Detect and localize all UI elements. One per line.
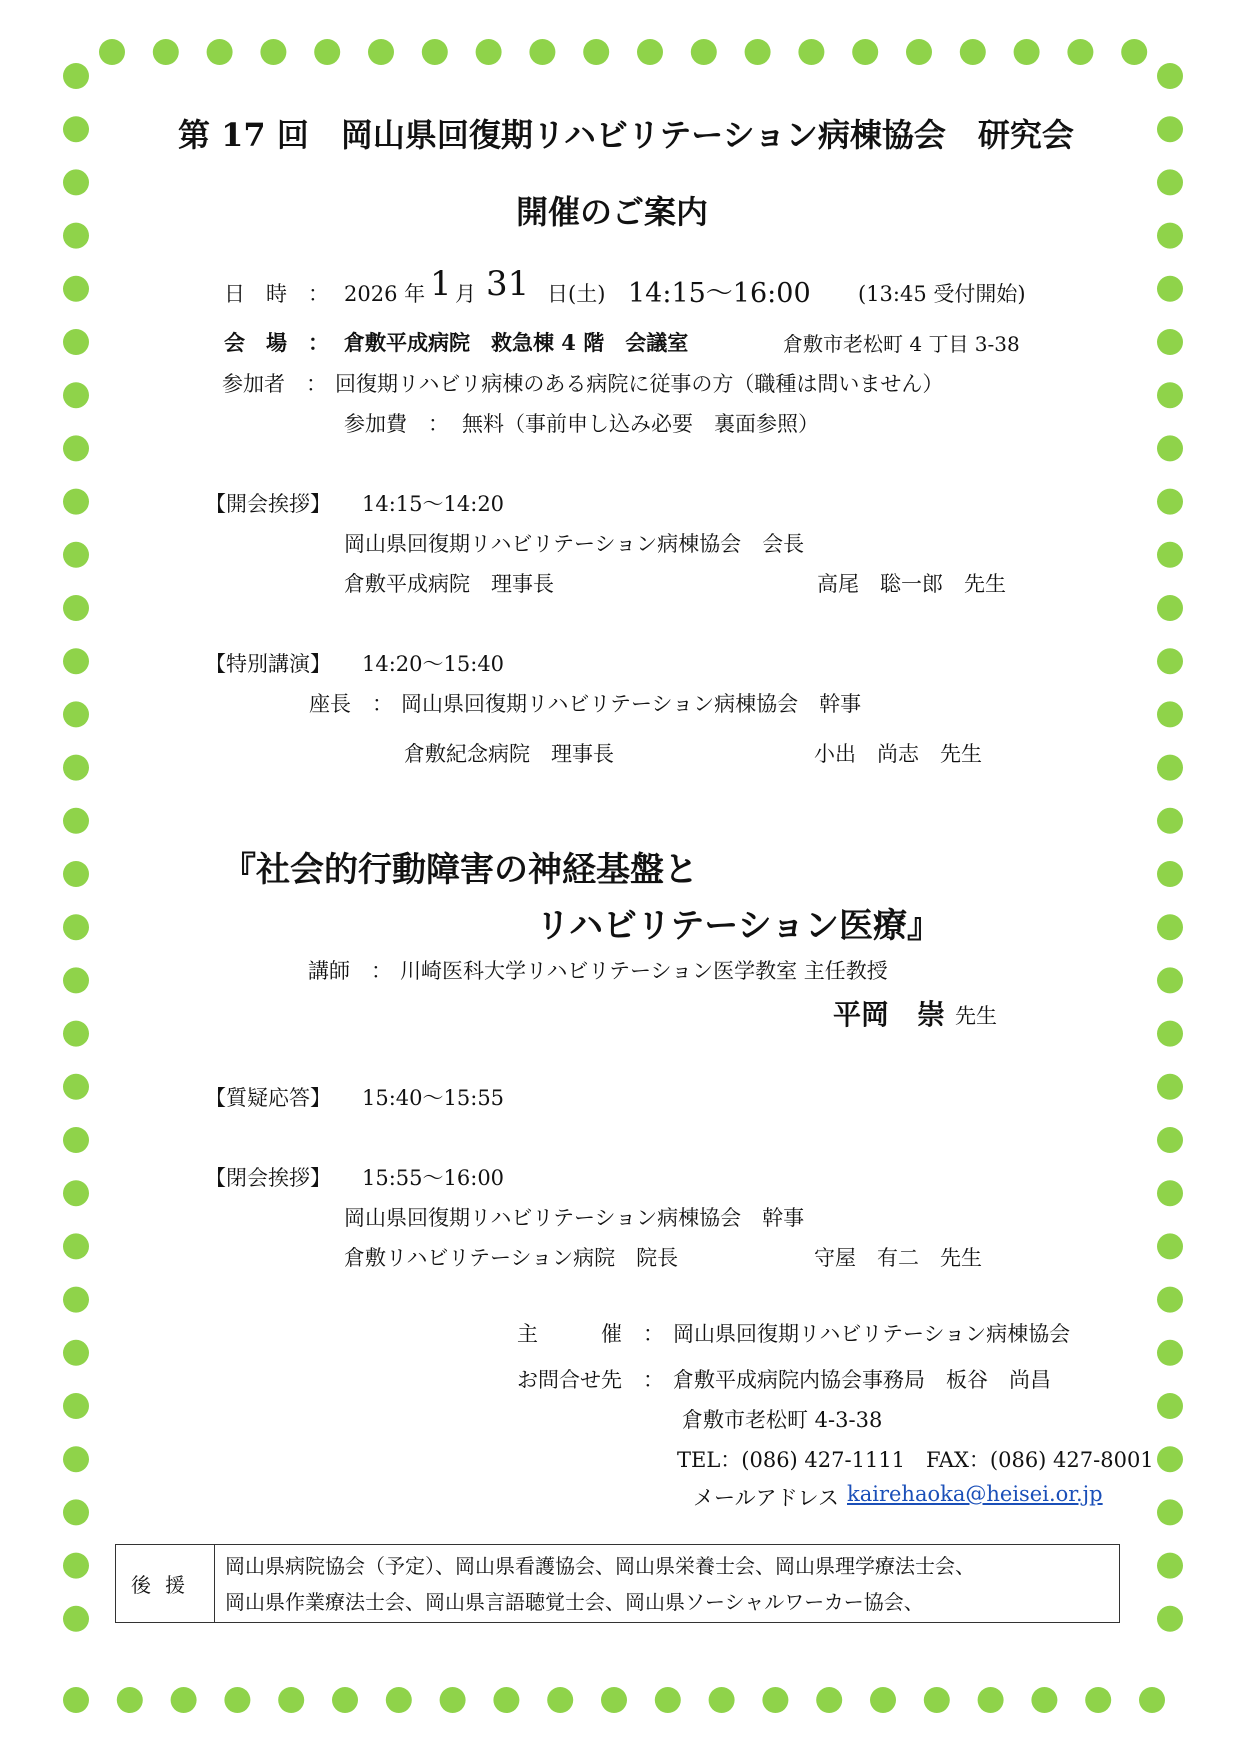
border-dot <box>63 1074 89 1100</box>
border-dot <box>1157 914 1183 940</box>
chair-org: 岡山県回復期リハビリテーション病棟協会 幹事 <box>401 692 862 716</box>
border-dot <box>816 1687 842 1713</box>
chair-affiliation: 倉敷紀念病院 理事長 <box>404 742 614 766</box>
border-dot <box>1139 1687 1165 1713</box>
lecturer-affiliation: 川崎医科大学リハビリテーション医学教室 主任教授 <box>400 959 888 983</box>
closing-heading: 【閉会挨拶】 <box>205 1166 331 1190</box>
datetime-day: 31 <box>486 264 530 304</box>
venue-address: 倉敷市老松町 4 丁目 3-38 <box>783 332 1020 356</box>
border-dot <box>960 39 986 65</box>
border-dot <box>63 489 89 515</box>
border-dot <box>368 39 394 65</box>
border-dot <box>1157 967 1183 993</box>
border-dot <box>63 169 89 195</box>
participants-value: 回復期リハビリ病棟のある病院に従事の方（職種は問いません） <box>335 372 944 396</box>
border-dot <box>63 1446 89 1472</box>
venue-name: 倉敷平成病院 救急棟 4 階 会議室 <box>344 330 689 355</box>
border-dot <box>63 701 89 727</box>
border-dot <box>476 39 502 65</box>
chair-name: 小出 尚志 先生 <box>814 742 982 766</box>
opening-time: 14:15～14:20 <box>362 492 505 516</box>
border-dot <box>63 967 89 993</box>
border-dot <box>762 1687 788 1713</box>
special-time: 14:20～15:40 <box>362 652 505 676</box>
border-dot <box>1121 39 1147 65</box>
border-dot <box>63 755 89 781</box>
border-dot <box>529 39 555 65</box>
support-table <box>115 1544 1120 1623</box>
support-label: 後援 <box>116 1545 215 1623</box>
border-dot <box>1157 861 1183 887</box>
lecturer-label: 講師 ： <box>308 959 392 983</box>
border-dot <box>63 1287 89 1313</box>
border-dot <box>440 1687 466 1713</box>
opening-affiliation: 倉敷平成病院 理事長 <box>344 572 554 596</box>
contact-address: 倉敷市老松町 4-3-38 <box>682 1408 883 1432</box>
lecturer-name: 平岡 崇 <box>833 998 946 1031</box>
border-dot <box>924 1687 950 1713</box>
page-title: 第 17 回 岡山県回復期リハビリテーション病棟協会 研究会 <box>178 116 1074 154</box>
border-dot <box>1157 1180 1183 1206</box>
opening-heading: 【開会挨拶】 <box>205 492 331 516</box>
datetime-label: 日 時 ： <box>224 282 329 306</box>
border-dot <box>1157 116 1183 142</box>
participants-label: 参加者 ： <box>222 372 327 396</box>
email-link[interactable]: kairehaoka@heisei.or.jp <box>847 1482 1103 1506</box>
border-dot <box>1157 329 1183 355</box>
border-dot <box>1157 63 1183 89</box>
organizer-value: 岡山県回復期リハビリテーション病棟協会 <box>673 1322 1071 1346</box>
lecture-title-line1: 『社会的行動障害の神経基盤と <box>222 850 698 890</box>
border-dot <box>1157 1393 1183 1419</box>
border-dot <box>63 861 89 887</box>
border-dot <box>637 39 663 65</box>
border-dot <box>493 1687 519 1713</box>
border-dot <box>386 1687 412 1713</box>
border-dot <box>1157 1233 1183 1259</box>
border-dot <box>1157 595 1183 621</box>
support-orgs-line2: 岡山県作業療法士会、岡山県言語聴覚士会、岡山県ソーシャルワーカー協会、 <box>225 1589 924 1614</box>
closing-name: 守屋 有二 先生 <box>814 1246 982 1270</box>
border-dot <box>260 39 286 65</box>
border-dot <box>1157 1606 1183 1632</box>
chair-label: 座長 ： <box>309 692 393 716</box>
datetime-day-unit: 日(土) <box>547 282 606 306</box>
border-dot <box>1157 1499 1183 1525</box>
special-heading: 【特別講演】 <box>205 652 331 676</box>
border-dot <box>1157 808 1183 834</box>
organizer-label: 主 催 ： <box>517 1322 664 1346</box>
contact-phone: TEL：(086) 427-1111 FAX：(086) 427-8001 <box>677 1448 1154 1472</box>
border-dot <box>1157 1446 1183 1472</box>
border-dot <box>63 116 89 142</box>
border-dot <box>1067 39 1093 65</box>
border-dot <box>1157 1127 1183 1153</box>
border-dot <box>314 39 340 65</box>
border-dot <box>1157 755 1183 781</box>
border-dot <box>63 1499 89 1525</box>
border-dot <box>1157 276 1183 302</box>
border-dot <box>1157 169 1183 195</box>
border-dot <box>978 1687 1004 1713</box>
border-dot <box>63 1233 89 1259</box>
border-dot <box>1157 435 1183 461</box>
border-dot <box>278 1687 304 1713</box>
border-dot <box>906 39 932 65</box>
border-dot <box>1031 1687 1057 1713</box>
border-dot <box>1157 1340 1183 1366</box>
border-dot <box>583 39 609 65</box>
border-dot <box>63 1127 89 1153</box>
datetime-reception: (13:45 受付開始) <box>858 282 1026 306</box>
border-dot <box>1157 648 1183 674</box>
fee-value: 無料（事前申し込み必要 裏面参照） <box>462 412 819 436</box>
datetime-month-unit: 月 <box>455 282 476 306</box>
datetime-month: 1 <box>430 264 452 304</box>
border-dot <box>63 223 89 249</box>
border-dot <box>1157 1074 1183 1100</box>
border-dot <box>870 1687 896 1713</box>
border-dot <box>709 1687 735 1713</box>
border-dot <box>117 1687 143 1713</box>
border-dot <box>1157 1553 1183 1579</box>
border-dot <box>1157 542 1183 568</box>
border-dot <box>63 1553 89 1579</box>
fee-label: 参加費 ： <box>344 412 449 436</box>
border-dot <box>852 39 878 65</box>
border-dot <box>1157 382 1183 408</box>
border-dot <box>63 1687 89 1713</box>
lecturer-suffix: 先生 <box>955 1004 997 1028</box>
border-dot <box>207 39 233 65</box>
border-dot <box>1085 1687 1111 1713</box>
border-dot <box>63 1021 89 1047</box>
support-orgs-line1: 岡山県病院協会（予定）、岡山県看護協会、岡山県栄養士会、岡山県理学療法士会、 <box>225 1553 975 1578</box>
border-dot <box>171 1687 197 1713</box>
border-dot <box>655 1687 681 1713</box>
border-dot <box>63 1340 89 1366</box>
border-dot <box>1157 489 1183 515</box>
border-dot <box>153 39 179 65</box>
border-dot <box>63 1606 89 1632</box>
border-dot <box>63 914 89 940</box>
lecture-title-line2: リハビリテーション医療』 <box>536 906 941 946</box>
border-dot <box>224 1687 250 1713</box>
qa-heading: 【質疑応答】 <box>205 1086 331 1110</box>
border-dot <box>63 648 89 674</box>
border-dot <box>63 542 89 568</box>
opening-name: 高尾 聡一郎 先生 <box>817 572 1006 596</box>
border-dot <box>601 1687 627 1713</box>
border-dot <box>691 39 717 65</box>
border-dot <box>332 1687 358 1713</box>
border-dot <box>1157 1021 1183 1047</box>
border-dot <box>63 276 89 302</box>
border-dot <box>63 1393 89 1419</box>
border-dot <box>1157 1287 1183 1313</box>
border-dot <box>99 39 125 65</box>
venue-label: 会 場 ： <box>224 330 329 355</box>
closing-org: 岡山県回復期リハビリテーション病棟協会 幹事 <box>344 1206 805 1230</box>
border-dot <box>63 1180 89 1206</box>
border-dot <box>1014 39 1040 65</box>
border-dot <box>745 39 771 65</box>
border-dot <box>63 595 89 621</box>
border-dot <box>63 435 89 461</box>
border-dot <box>63 63 89 89</box>
border-dot <box>1157 701 1183 727</box>
border-dot <box>63 808 89 834</box>
closing-affiliation: 倉敷リハビリテーション病院 院長 <box>344 1246 679 1270</box>
datetime-year: 2026 年 <box>344 282 426 306</box>
support-orgs <box>215 1545 1120 1623</box>
closing-time: 15:55～16:00 <box>362 1166 505 1190</box>
qa-time: 15:40～15:55 <box>362 1086 505 1110</box>
email-label: メールアドレス <box>693 1486 839 1510</box>
contact-office: 倉敷平成病院内協会事務局 板谷 尚昌 <box>673 1368 1051 1392</box>
border-dot <box>63 329 89 355</box>
page-subtitle: 開催のご案内 <box>516 193 709 231</box>
opening-org: 岡山県回復期リハビリテーション病棟協会 会長 <box>344 532 805 556</box>
datetime-time: 14:15～16:00 <box>628 278 811 309</box>
border-dot <box>422 39 448 65</box>
contact-label: お問合せ先 ： <box>517 1368 664 1392</box>
border-dot <box>1157 223 1183 249</box>
border-dot <box>798 39 824 65</box>
border-dot <box>547 1687 573 1713</box>
border-dot <box>63 382 89 408</box>
